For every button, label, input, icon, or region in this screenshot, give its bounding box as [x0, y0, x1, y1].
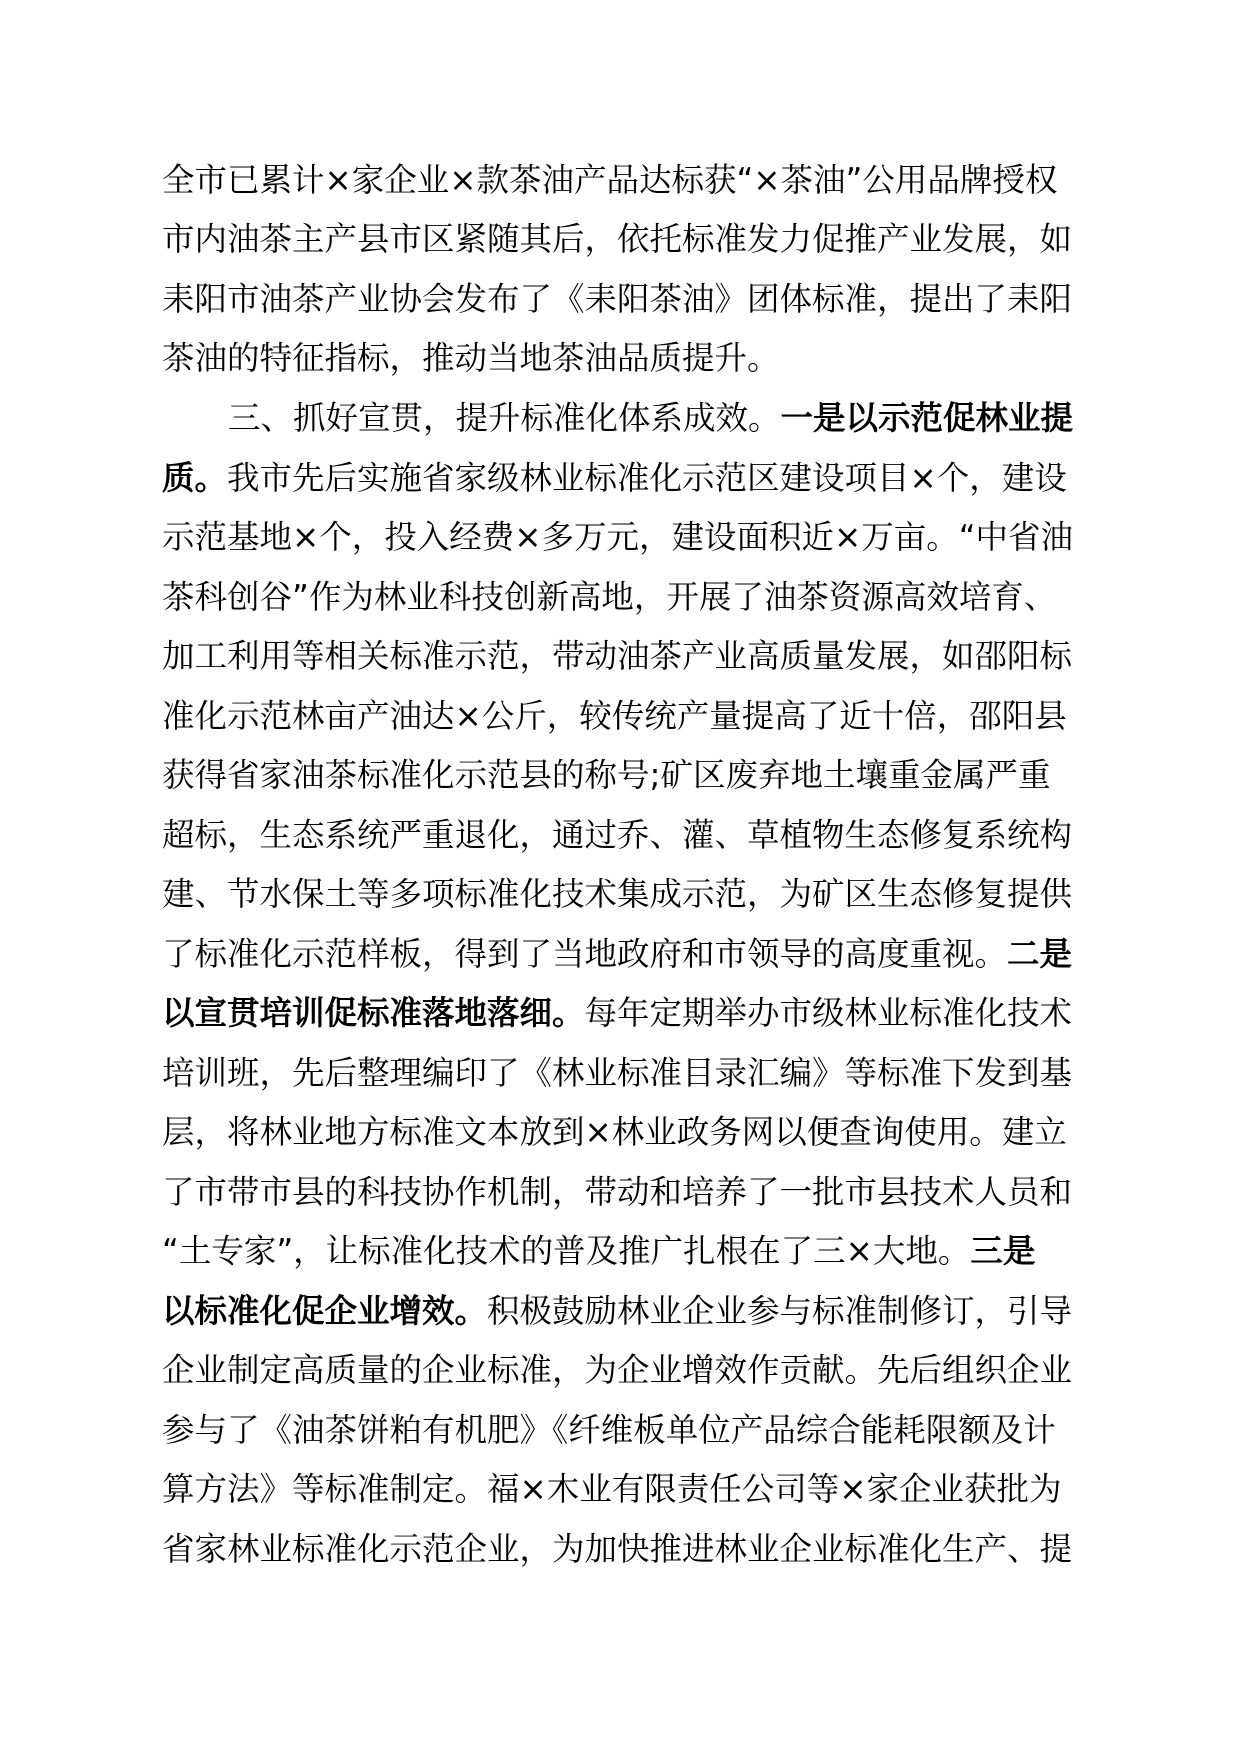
text-span: 了市带市县的科技协作机制，带动和培养了一批市县技术人员和 — [162, 1173, 1073, 1211]
text-line-10 — [162, 688, 1067, 744]
text-line-14 — [162, 926, 1072, 982]
text-span: 示范基地×个，投入经费×多万元，建设面积近×万亩。“中省油 — [162, 518, 1074, 556]
text-line-20 — [162, 1283, 1072, 1339]
bold-text-span: 三是 — [970, 1232, 1036, 1270]
text-span: 省家林业标准化示范企业，为加快推进林业企业标准化生产、提 — [162, 1530, 1073, 1568]
text-span: “土专家”，让标准化技术的普及推广扎根在了三×大地。 — [162, 1232, 971, 1270]
text-span: 市内油茶主产县市区紧随其后，依托标准发力促推产业发展，如 — [162, 220, 1073, 258]
text-line-11 — [162, 747, 1050, 803]
text-line-21 — [162, 1342, 1072, 1398]
text-line-6 — [162, 450, 1067, 506]
text-span: 超标，生态系统严重退化，通过乔、灌、草植物生态修复系统构 — [162, 816, 1073, 854]
text-span: 积极鼓励林业企业参与标准制修订，引导 — [487, 1292, 1073, 1330]
text-line-13 — [162, 866, 1072, 922]
text-span: 获得省家油茶标准化示范县的称号;矿区废弃地土壤重金属严重 — [162, 756, 1051, 794]
bold-text-span: 二是 — [1007, 935, 1073, 973]
text-span: 全市已累计×家企业×款茶油产品达标获“×茶油”公用品牌授权 — [162, 161, 1058, 199]
text-span: 层，将林业地方标准文本放到×林业政务网以便查询使用。建立 — [162, 1113, 1067, 1151]
text-line-9 — [162, 628, 1072, 684]
bold-text-span: 以标准化促企业增效。 — [162, 1292, 488, 1330]
text-line-5 — [228, 390, 1073, 446]
text-line-18 — [162, 1164, 1072, 1220]
text-span: 培训班，先后整理编印了《林业标准目录汇编》等标准下发到基 — [162, 1054, 1073, 1092]
text-line-22 — [162, 1402, 1056, 1458]
text-span: 三、抓好宣贯，提升标准化体系成效。 — [228, 399, 781, 437]
text-span: 参与了《油茶饼粕有机肥》《纤维板单位产品综合能耗限额及计 — [162, 1411, 1056, 1449]
bold-text-span: 一是以示范促林业提 — [780, 399, 1074, 437]
text-line-15 — [162, 985, 1072, 1041]
text-span: 建、节水保土等多项标准化技术集成示范，为矿区生态修复提供 — [162, 875, 1073, 913]
text-line-2 — [162, 211, 1072, 267]
text-span: 每年定期举办市级林业标准化技术 — [584, 994, 1073, 1032]
text-span: 茶油的特征指标，推动当地茶油品质提升。 — [162, 339, 780, 377]
text-span: 耒阳市油茶产业协会发布了《耒阳茶油》团体标准，提出了耒阳 — [162, 280, 1073, 318]
text-span: 我市先后实施省家级林业标准化示范区建设项目×个，建设 — [227, 459, 1067, 497]
text-span: 加工利用等相关标准示范，带动油茶产业高质量发展，如邵阳标 — [162, 637, 1073, 675]
text-line-7 — [162, 509, 1073, 565]
text-line-24 — [162, 1521, 1072, 1577]
text-line-16 — [162, 1045, 1072, 1101]
text-line-23 — [162, 1461, 1061, 1517]
bold-text-span: 以宣贯培训促标准落地落细。 — [162, 994, 585, 1032]
text-line-17 — [162, 1104, 1067, 1160]
text-line-19 — [162, 1223, 1035, 1279]
text-line-3 — [162, 271, 1072, 327]
text-span: 了标准化示范样板，得到了当地政府和市领导的高度重视。 — [162, 935, 1008, 973]
text-line-8 — [162, 569, 1056, 625]
text-span: 算方法》等标准制定。福×木业有限责任公司等×家企业获批为 — [162, 1470, 1062, 1508]
text-span: 准化示范林亩产油达×公斤，较传统产量提高了近十倍，邵阳县 — [162, 697, 1067, 735]
text-line-4 — [162, 330, 780, 386]
text-line-1 — [162, 152, 1057, 208]
text-span: 茶科创谷”作为林业科技创新高地，开展了油茶资源高效培育、 — [162, 578, 1057, 616]
bold-text-span: 质。 — [162, 459, 228, 497]
text-line-12 — [162, 807, 1072, 863]
text-span: 企业制定高质量的企业标准，为企业增效作贡献。先后组织企业 — [162, 1351, 1073, 1389]
